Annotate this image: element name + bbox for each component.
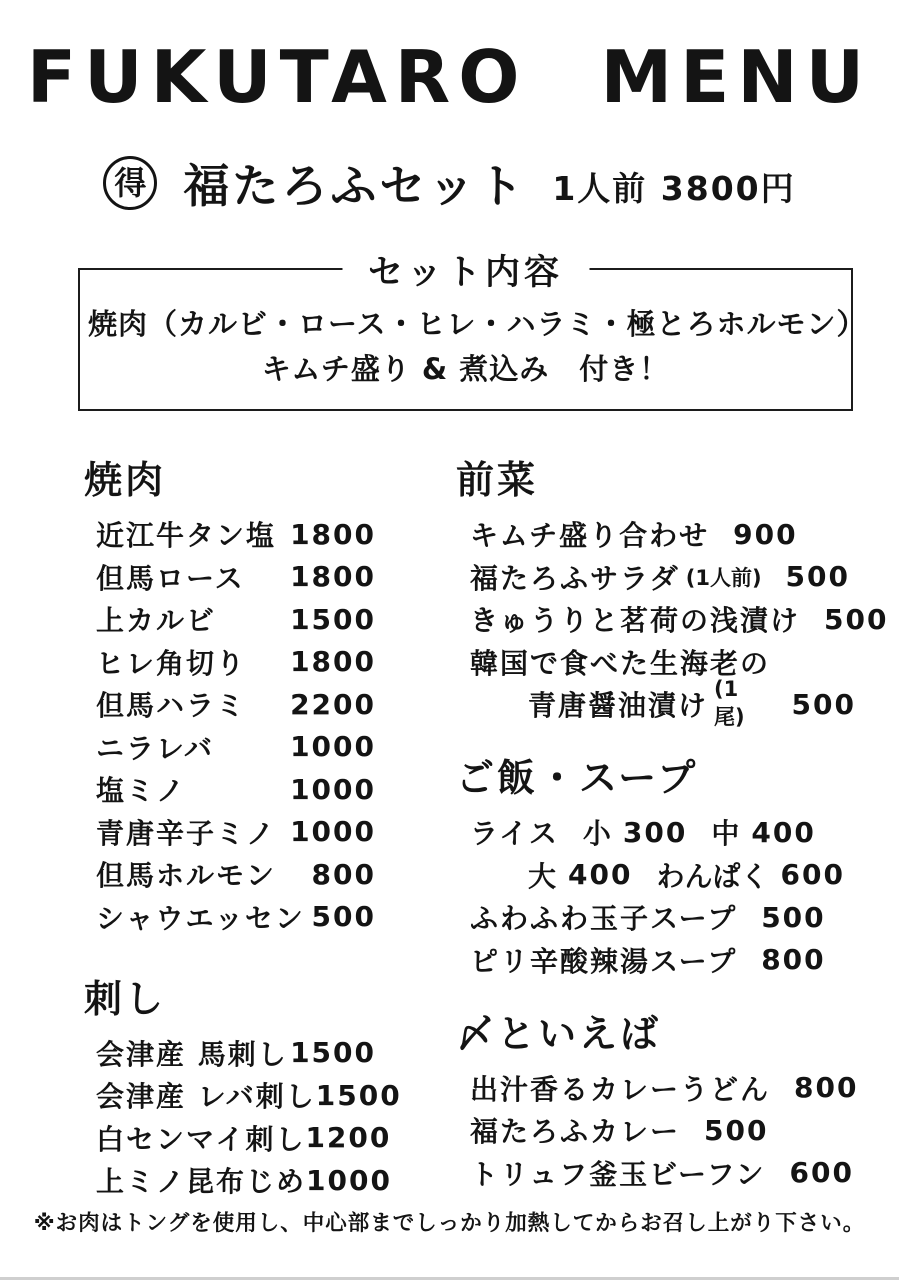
menu-item-row bbox=[456, 1066, 859, 1109]
item-price: 1500 bbox=[290, 1036, 376, 1070]
item-note: (1人前) bbox=[685, 565, 762, 590]
item-price: 1000 bbox=[290, 730, 376, 764]
toku-badge-icon: 得 bbox=[103, 156, 157, 210]
item-price: 500 bbox=[761, 900, 826, 934]
item-name: 福たろふカレー bbox=[470, 1115, 681, 1149]
item-name: ピリ辛酸辣湯スープ bbox=[470, 944, 738, 978]
item-name: シャウエッセン bbox=[96, 901, 305, 935]
set-box-line2: キムチ盛り & 煮込み 付き！ bbox=[261, 351, 670, 386]
menu-item-row bbox=[456, 938, 856, 981]
item-name: 但馬ホルモン bbox=[96, 859, 277, 893]
set-contents-box bbox=[78, 252, 867, 412]
rice-size: 中 bbox=[711, 817, 740, 851]
page-title: FUKUTARO MENU bbox=[26, 35, 873, 119]
rice-option bbox=[528, 855, 632, 895]
menu-columns bbox=[0, 457, 899, 1201]
menu-item-row bbox=[456, 1109, 856, 1152]
item-price: 500 bbox=[704, 1113, 769, 1147]
menu-item-row bbox=[456, 1151, 856, 1194]
section-zensai bbox=[456, 457, 889, 730]
item-price: 400 bbox=[751, 815, 816, 849]
item-price: 600 bbox=[780, 858, 845, 892]
item-name: きゅうりと茗荷の浅漬け bbox=[470, 604, 801, 638]
menu-item-row bbox=[456, 677, 856, 730]
item-name: ヒレ角切り bbox=[96, 646, 247, 680]
item-price: 1800 bbox=[290, 560, 376, 594]
item-name: 福たろふサラダ bbox=[470, 561, 680, 595]
item-name: 会津産 レバ刺し bbox=[96, 1080, 316, 1114]
set-promo bbox=[0, 150, 899, 216]
menu-item-row bbox=[84, 1116, 392, 1159]
item-price: 1800 bbox=[290, 517, 376, 551]
section-heading-zensai: 前菜 bbox=[456, 458, 539, 503]
menu-item-row bbox=[456, 896, 856, 939]
footer-note: ※お肉はトングを使用し、中心部までしっかり加熱してからお召し上がり下さい。 bbox=[33, 1211, 866, 1236]
item-price: 800 bbox=[794, 1071, 859, 1105]
menu-item-row bbox=[456, 811, 856, 854]
menu-item-row bbox=[456, 555, 856, 598]
item-name: 青唐醤油漬け bbox=[528, 689, 709, 723]
menu-item-row bbox=[84, 555, 376, 598]
item-name: 上ミノ昆布じめ bbox=[96, 1165, 307, 1199]
item-name: 上カルビ bbox=[96, 604, 217, 638]
item-price: 1000 bbox=[290, 815, 376, 849]
item-name: 青唐辛子ミノ bbox=[96, 816, 277, 850]
item-name: 韓国で食べた生海老の bbox=[470, 646, 771, 680]
item-name: 近江牛タン塩 bbox=[96, 519, 277, 553]
section-heading-sashi: 刺し bbox=[84, 976, 167, 1021]
item-name: トリュフ釜玉ビーフン bbox=[470, 1157, 766, 1191]
set-name: 福たろふセット bbox=[183, 158, 527, 213]
section-sashi bbox=[84, 976, 402, 1202]
menu-item-row bbox=[84, 725, 376, 768]
item-price: 900 bbox=[733, 517, 798, 551]
item-name: キムチ盛り合わせ bbox=[470, 519, 710, 553]
item-price: 1000 bbox=[306, 1163, 392, 1197]
menu-item-row bbox=[84, 683, 376, 726]
item-price: 500 bbox=[824, 602, 889, 636]
item-price: 500 bbox=[785, 560, 850, 594]
rice-option bbox=[656, 855, 844, 895]
item-name: ライス bbox=[470, 817, 559, 851]
section-shime bbox=[456, 1011, 859, 1194]
set-box-line1: 焼肉（カルビ・ロース・ヒレ・ハラミ・極とろホルモン） bbox=[88, 306, 867, 341]
rice-option bbox=[583, 812, 687, 852]
item-name: 白センマイ刺し bbox=[96, 1122, 306, 1156]
item-price: 1500 bbox=[290, 602, 376, 636]
rice-size: 小 bbox=[582, 817, 611, 851]
item-price: 600 bbox=[789, 1156, 854, 1190]
item-name: 会津産 馬刺し bbox=[96, 1037, 288, 1071]
item-name: 但馬ロース bbox=[96, 561, 245, 595]
item-price: 300 bbox=[622, 815, 688, 849]
item-price: 1800 bbox=[290, 645, 376, 679]
item-price: 800 bbox=[761, 943, 826, 977]
menu-item-row bbox=[84, 640, 376, 683]
section-heading-rice-soup: ご飯・スープ bbox=[456, 756, 699, 801]
menu-item-row bbox=[84, 513, 376, 556]
menu-item-row bbox=[456, 853, 856, 896]
menu-item-row bbox=[84, 1031, 376, 1074]
rice-size: 大 bbox=[528, 859, 557, 893]
menu-item-row bbox=[84, 1159, 392, 1202]
rice-option bbox=[711, 812, 815, 852]
menu-item-row bbox=[84, 895, 376, 938]
item-price: 400 bbox=[568, 858, 633, 892]
menu-item-row bbox=[84, 1074, 402, 1117]
section-yakiniku bbox=[84, 457, 376, 938]
right-column bbox=[456, 457, 889, 1201]
set-serving-price: 1人前 3800円 bbox=[552, 169, 796, 209]
item-price: 1000 bbox=[290, 772, 376, 806]
item-price: 500 bbox=[791, 687, 856, 721]
item-name: ふわふわ玉子スープ bbox=[470, 902, 738, 936]
menu-item-row bbox=[84, 853, 376, 896]
item-note: (1尾) bbox=[714, 677, 745, 730]
menu-item-row bbox=[456, 513, 856, 556]
item-price: 2200 bbox=[290, 687, 376, 721]
menu-item-row bbox=[456, 640, 856, 683]
section-heading-yakiniku: 焼肉 bbox=[84, 458, 167, 503]
item-name: ニラレバ bbox=[96, 731, 215, 765]
item-price: 1200 bbox=[305, 1121, 392, 1155]
menu-item-row bbox=[84, 768, 376, 811]
item-price: 800 bbox=[311, 857, 376, 891]
menu-item-row bbox=[456, 598, 889, 641]
item-price: 500 bbox=[311, 900, 376, 934]
item-price: 1500 bbox=[315, 1078, 402, 1112]
item-name: 塩ミノ bbox=[96, 774, 187, 808]
rice-size: わんぱく bbox=[656, 859, 769, 893]
menu-item-row bbox=[84, 810, 376, 853]
section-heading-shime: 〆といえば bbox=[456, 1011, 662, 1056]
section-rice-soup bbox=[456, 755, 856, 981]
item-name: 出汁香るカレーうどん bbox=[470, 1072, 771, 1106]
set-box-heading: セット内容 bbox=[342, 245, 589, 295]
menu-item-row bbox=[84, 598, 376, 641]
left-column bbox=[84, 457, 402, 1201]
item-name: 但馬ハラミ bbox=[96, 689, 247, 723]
